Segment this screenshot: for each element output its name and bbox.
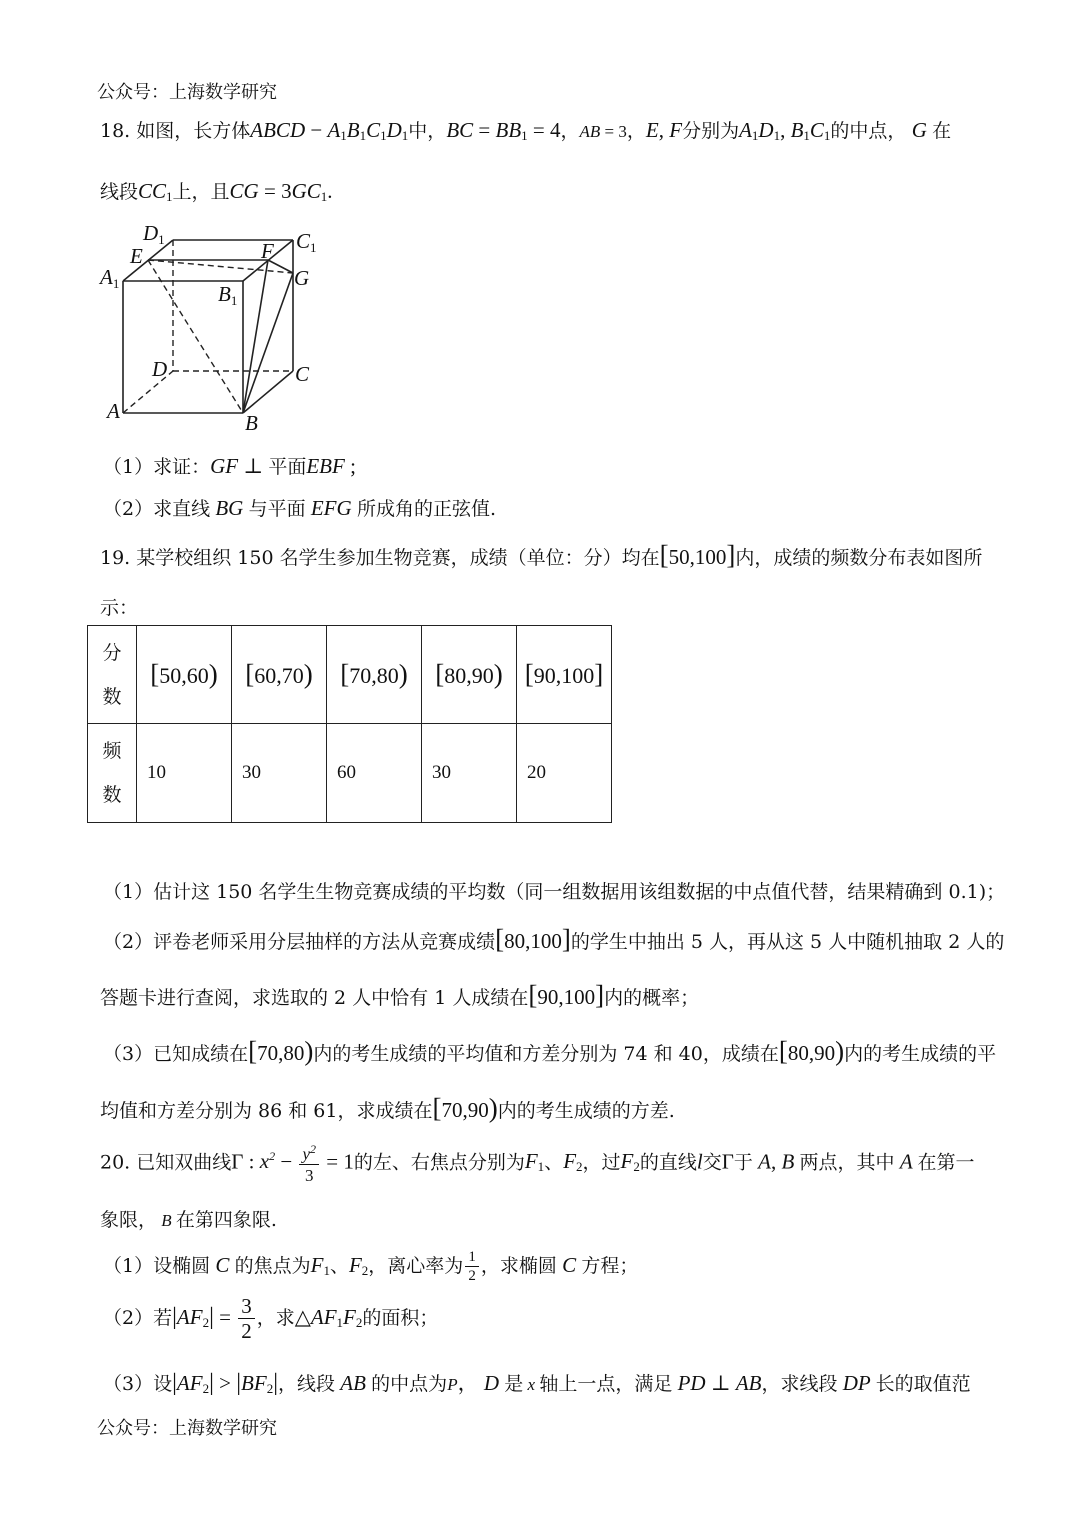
question-18-part-2: （2）求直线 BG 与平面 EFG 所成角的正弦值. <box>103 496 496 520</box>
label-B1: B1 <box>218 282 238 308</box>
table-header-frequency: 频 数 <box>88 724 137 823</box>
question-19-part-1: （1）估计这 150 名学生生物竞赛成绩的平均数（同一组数据用该组数据的中点值代替，结果精确到 0.1)； <box>103 881 1006 903</box>
page-footer: 公众号：上海数学研究 <box>97 1418 277 1439</box>
table-cell-range: [60,70) <box>232 626 327 724</box>
question-19-line-2: 示： <box>100 597 139 619</box>
table-cell-count: 20 <box>517 724 612 823</box>
question-19-part-3-line-1: （3）已知成绩在[70,80)内的考生成绩的平均值和方差分别为 74 和 40，成绩在[80,90)内的考生成绩的平 <box>103 1036 997 1066</box>
table-cell-count: 10 <box>137 724 232 823</box>
table-cell-count: 60 <box>327 724 422 823</box>
label-A1: A1 <box>100 265 120 291</box>
table-header-score: 分 数 <box>88 626 137 724</box>
label-G: G <box>294 266 310 290</box>
frequency-table <box>87 625 612 823</box>
question-19-part-2-line-1: （2）评卷老师采用分层抽样的方法从竞赛成绩[80,100]的学生中抽出 5 人，再从这 5 人中随机抽取 2 人的 <box>103 924 1005 954</box>
label-B: B <box>245 411 258 435</box>
table-row-frequency <box>88 724 612 823</box>
page-header: 公众号：上海数学研究 <box>97 82 277 103</box>
label-C1: C1 <box>296 229 317 255</box>
question-20-part-1: （1）设椭圆 C 的焦点为$F_1$、$F_2$，离心率为 $\frac{1}{2}$ ，求椭圆 C 方程； <box>103 1249 639 1284</box>
label-A: A <box>107 399 120 423</box>
question-20-part-2: （2）若$|AF_2|$ = $\frac{3}{2}$ ，求$\triangle AF_1F_2$的面积； <box>103 1294 439 1343</box>
label-F: F <box>261 239 274 263</box>
question-20-line-2: 象限， B 在第四象限. <box>100 1209 277 1231</box>
question-19-part-3-line-2: 均值和方差分别为 86 和 61，求成绩在[70,90)内的考生成绩的方差. <box>100 1093 675 1123</box>
table-cell-range: [90,100] <box>517 626 612 724</box>
table-cell-range: [70,80) <box>327 626 422 724</box>
table-cell-range: [50,60) <box>137 626 232 724</box>
question-19-line-1: 19. 某学校组织 150 名学生参加生物竞赛，成绩（单位：分）均在[50,100]内，成绩的频数分布表如图所 <box>100 540 983 570</box>
cuboid-figure <box>95 218 325 438</box>
table-cell-count: 30 <box>232 724 327 823</box>
question-20-part-3: （3）设$|AF_2| > |BF_2|$，线段 AB 的中点为P， D 是 x 轴上一点，满足 PD ⊥ AB，求线段 DP 长的取值范 <box>103 1370 971 1396</box>
label-D: D <box>152 357 168 381</box>
label-E: E <box>130 244 143 268</box>
table-cell-range: [80,90) <box>422 626 517 724</box>
segment-B-F <box>243 260 268 413</box>
question-18-line-2: 线段$CC_1$上，且CG = $3GC_1$. <box>100 179 333 204</box>
table-row-score <box>88 626 612 724</box>
label-D1: D1 <box>143 221 165 247</box>
question-18-part-1: （1）求证：GF ⊥ 平面EBF ; <box>103 454 356 478</box>
question-19-part-2-line-2: 答题卡进行查阅，求选取的 2 人中恰有 1 人成绩在[90,100]内的概率； <box>100 980 700 1010</box>
question-18-line-1: 18. 如图，长方体ABCD − $A_1B_1C_1D_1$中，BC = $BB_1 = 4$，AB = 3，E, F分别为$A_1D_1$, $B_1C_1$的中点， G 在 <box>100 118 952 143</box>
label-C: C <box>295 362 310 386</box>
question-20-line-1: 20. 已知双曲线Γ : $x^2$ − $\frac{y^2}{3}$ = 1的左、右焦点分别为$F_1$、$F_2$，过$F_2$的直线l交Γ于 A, B 两点，其中 A 在第一 <box>100 1142 975 1185</box>
table-cell-count: 30 <box>422 724 517 823</box>
